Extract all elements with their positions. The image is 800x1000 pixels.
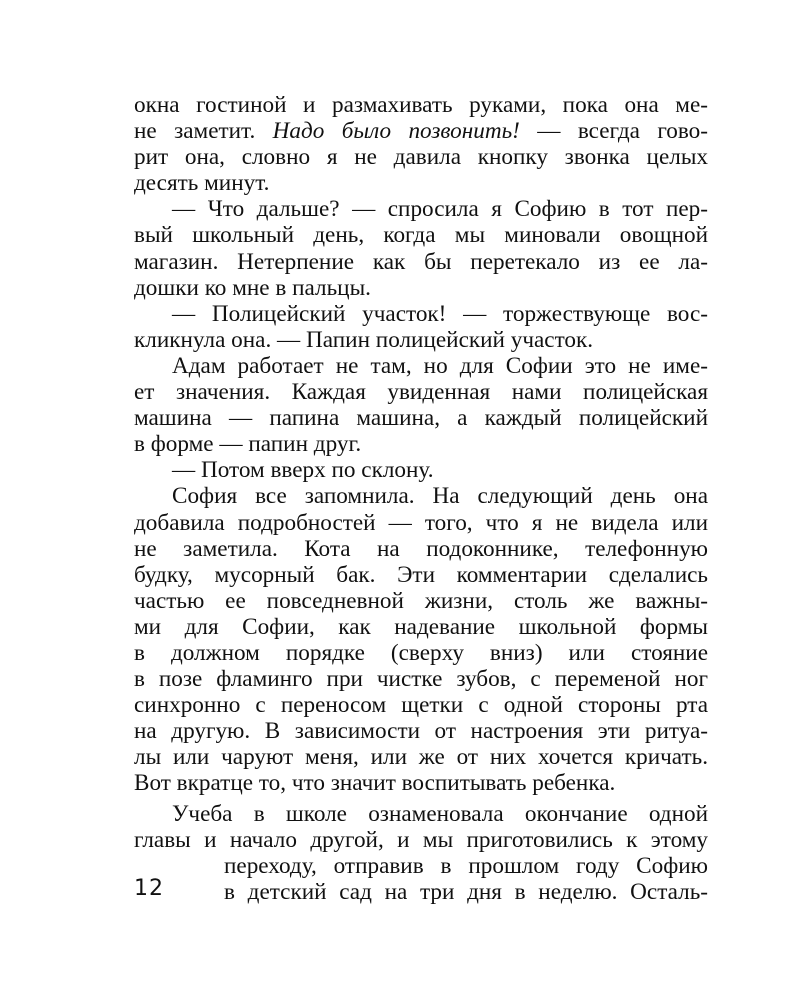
text-line: в должном порядке (сверху вниз) или стояние — [134, 639, 708, 666]
page-text — [134, 92, 708, 905]
text-line: рит она, словно я не давила кнопку звонка целых — [134, 144, 708, 171]
text-line: кликнула она. — Папин полицейский участок. — [134, 326, 594, 353]
page-number: 12 — [134, 876, 164, 901]
text-line: на другую. В зависимости от настроения эти ритуа- — [134, 718, 708, 745]
text-line: София все запомнила. На следующий день она — [172, 483, 708, 510]
text-line: ет значения. Каждая увиденная нами полицейская — [134, 379, 708, 406]
text-line: машина — папина машина, а каждый полицейский — [134, 405, 708, 432]
text-line: десять минут. — [134, 170, 270, 197]
text-line: добавила подробностей — того, что я не видела или — [134, 509, 708, 536]
text-line: — Что дальше? — спросила я Софию в тот пер- — [172, 196, 708, 223]
text-line: вый школьный день, когда мы миновали овощной — [134, 222, 708, 249]
text-line: синхронно с переносом щетки с одной стороны рта — [134, 692, 708, 719]
text-line: Учеба в школе ознаменовала окончание одной — [172, 800, 708, 827]
text-line: в позе фламинго при чистке зубов, с переменой ног — [134, 666, 708, 693]
text-line: будку, мусорный бак. Эти комментарии сделались — [134, 561, 708, 588]
text-line: — Потом вверх по склону. — [172, 457, 434, 484]
italic-quote: Надо было позвонить! — [272, 118, 520, 145]
text-line: — Полицейский участок! — торжествующе вос- — [172, 300, 708, 327]
text-line: Адам работает не там, но для Софии это не име- — [172, 352, 708, 379]
text-line — [134, 118, 708, 144]
text-line: окна гостиной и размахивать руками, пока она ме- — [134, 92, 708, 118]
text-line: не заметила. Кота на подоконнике, телефонную — [134, 535, 708, 562]
text-line: в форме — папин друг. — [134, 431, 362, 458]
text-fragment: — всегда гово- — [537, 118, 708, 145]
text-line: переходу, отправив в прошлом году Софию — [224, 852, 708, 879]
text-line: дошки ко мне в пальцы. — [134, 274, 371, 301]
text-line: частью ее повседневной жизни, столь же важны- — [134, 587, 708, 614]
text-line: лы или чаруют меня, или же от них хочется кричать. — [134, 744, 708, 771]
text-line: магазин. Нетерпение как бы перетекало из ее ла- — [134, 248, 708, 275]
text-line: в детский сад на три дня в неделю. Осталь- — [224, 878, 708, 905]
text-line: главы и начало другой, и мы приготовились к этому — [134, 826, 708, 853]
text-line: Вот вкратце то, что значит воспитывать ребенка. — [134, 770, 616, 797]
text-line: ми для Софии, как надевание школьной формы — [134, 613, 708, 640]
text-fragment: не заметит. — [134, 118, 256, 145]
